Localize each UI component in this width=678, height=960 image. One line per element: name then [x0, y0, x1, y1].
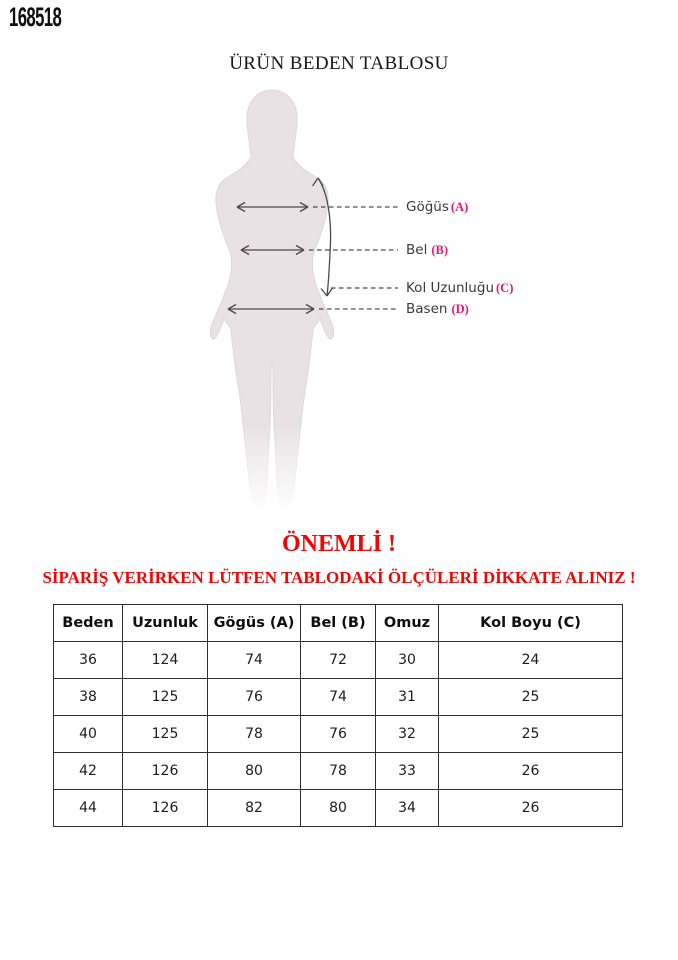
size-table-cell: 80	[208, 753, 301, 790]
measurement-name: Kol Uzunluğu	[406, 280, 494, 296]
size-table-cell: 42	[54, 753, 123, 790]
size-table-header-cell: Uzunluk	[123, 605, 208, 642]
measurement-code: (A)	[450, 200, 469, 214]
measurement-label-hip	[406, 301, 469, 317]
size-table-cell: 30	[376, 642, 439, 679]
size-table-header-cell: Kol Boyu (C)	[439, 605, 623, 642]
size-table-cell: 124	[123, 642, 208, 679]
important-subheading: SİPARİŞ VERİRKEN LÜTFEN TABLODAKİ ÖLÇÜLERİ DİKKATE ALINIZ !	[42, 568, 636, 587]
size-table-cell: 78	[208, 716, 301, 753]
size-table-cell: 44	[54, 790, 123, 827]
measurement-name: Göğüs	[406, 199, 449, 215]
size-table-cell: 125	[123, 716, 208, 753]
size-table-cell: 34	[376, 790, 439, 827]
size-table-row	[54, 790, 623, 827]
measurement-code: (B)	[431, 243, 448, 257]
size-table-cell: 82	[208, 790, 301, 827]
size-table-cell: 40	[54, 716, 123, 753]
female-silhouette	[210, 90, 333, 508]
size-table-cell: 76	[301, 716, 376, 753]
size-table-row	[54, 753, 623, 790]
size-table-cell: 126	[123, 753, 208, 790]
size-table-header-cell: Gögüs (A)	[208, 605, 301, 642]
size-table-cell: 31	[376, 679, 439, 716]
size-table-cell: 74	[301, 679, 376, 716]
measurement-label-waist	[406, 242, 448, 258]
size-table-cell: 125	[123, 679, 208, 716]
size-table-cell: 24	[439, 642, 623, 679]
silhouette-and-arrows-graphic	[0, 85, 678, 530]
size-table-header-cell: Omuz	[376, 605, 439, 642]
size-table-cell: 33	[376, 753, 439, 790]
size-table-body	[54, 642, 623, 827]
size-table-cell: 26	[439, 790, 623, 827]
size-table-row	[54, 716, 623, 753]
size-table-cell: 126	[123, 790, 208, 827]
product-code: 168518	[9, 2, 62, 32]
measurement-code: (C)	[496, 281, 514, 295]
size-table-header-cell: Bel (B)	[301, 605, 376, 642]
size-table-cell: 25	[439, 716, 623, 753]
size-table-container	[53, 604, 622, 827]
size-table-cell: 26	[439, 753, 623, 790]
size-table-row	[54, 679, 623, 716]
size-table-cell: 36	[54, 642, 123, 679]
measurement-label-chest	[406, 199, 468, 215]
size-table-cell: 32	[376, 716, 439, 753]
size-table-row	[54, 642, 623, 679]
size-table	[53, 604, 623, 827]
size-table-cell: 80	[301, 790, 376, 827]
measurement-name: Bel	[406, 242, 428, 258]
size-table-cell: 76	[208, 679, 301, 716]
page-title: ÜRÜN BEDEN TABLOSU	[229, 53, 449, 74]
size-table-cell: 38	[54, 679, 123, 716]
important-heading: ÖNEMLİ !	[282, 531, 396, 557]
size-table-cell: 74	[208, 642, 301, 679]
size-table-header-row	[54, 605, 623, 642]
measurement-code: (D)	[451, 302, 469, 316]
measurement-diagram	[0, 85, 678, 530]
size-table-cell: 78	[301, 753, 376, 790]
size-table-cell: 72	[301, 642, 376, 679]
size-table-header-cell: Beden	[54, 605, 123, 642]
size-table-cell: 25	[439, 679, 623, 716]
measurement-label-arm-length	[406, 280, 513, 296]
measurement-name: Basen	[406, 301, 448, 317]
